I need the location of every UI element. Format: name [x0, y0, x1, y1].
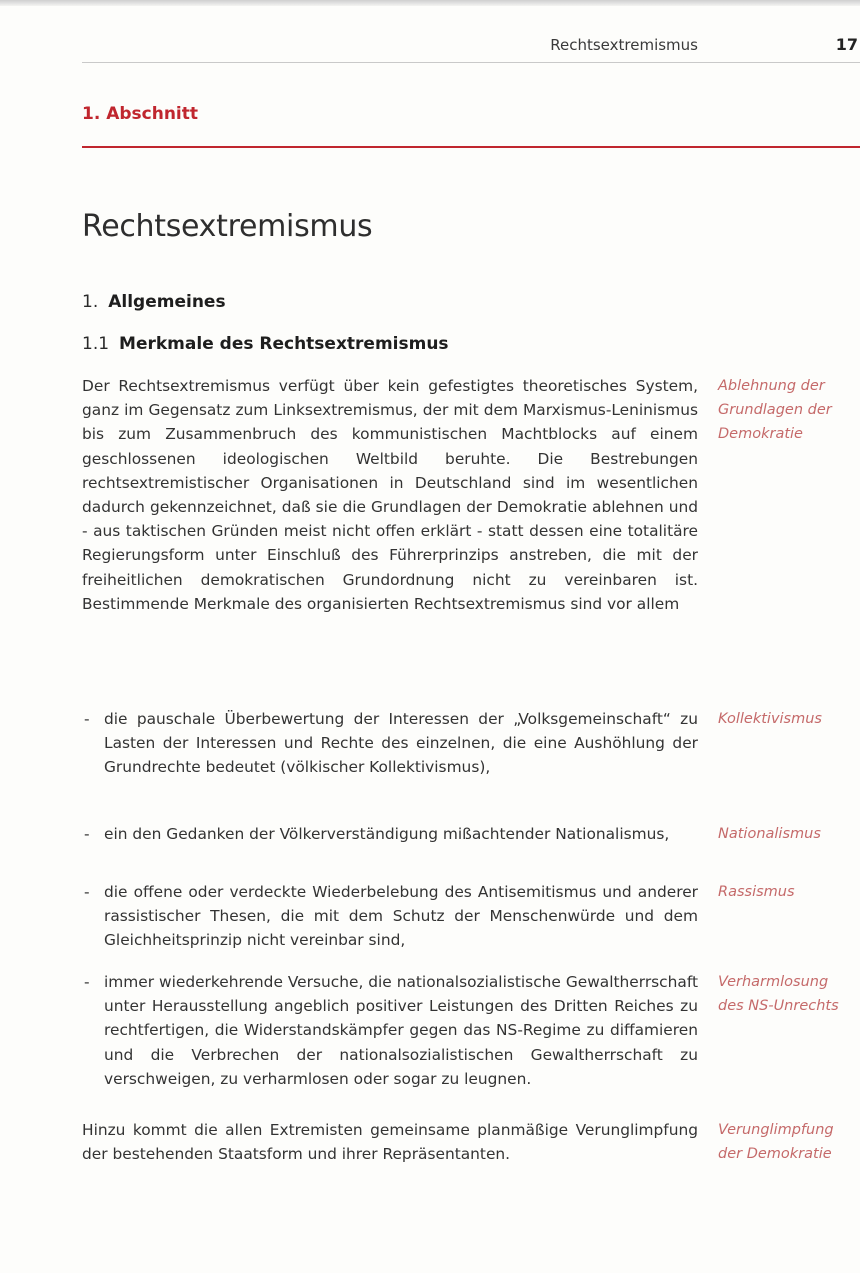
list-item — [82, 880, 698, 953]
list-dash: - — [84, 825, 90, 843]
list-dash: - — [84, 973, 90, 991]
list-item-text: die pauschale Überbewertung der Interessen der „Volksgemeinschaft“ zu Lasten der Interessen und Rechte des einzelnen, die eine Aushöhlung der Grundrechte bedeutet (völkischer Kollektivismus), — [104, 710, 698, 777]
list-item — [82, 707, 698, 780]
heading-level-2 — [82, 334, 449, 354]
heading-text: Merkmale des Rechtsextremismus — [119, 334, 449, 354]
feature-list-item-2 — [82, 822, 698, 846]
list-item-text: ein den Gedanken der Völkerverständigung mißachtender Nationalismus, — [104, 825, 670, 843]
margin-note: Verunglimpfung der Demokratie — [718, 1122, 834, 1162]
intro-paragraph: Der Rechtsextremismus verfügt über kein gefestigtes theoretisches System, ganz im Gegensatz zum Linksextremismus, der mit dem Marxismus-Leninismus bis zum Zusammenbruch des kommunistischen Machtblocks auf einem geschlossenen ideologischen Weltbild beruhte. Die Bestrebungen rechtsextremistischer Organisationen in Deutschland sind im wesentlichen dadurch gekennzeichnet, daß sie die Grundlagen der Demokratie ablehnen und - aus taktischen Gründen meist nicht offen erklärt - statt dessen eine totalitäre Regierungsform unter Einschluß des Führerprinzips anstreben, die mit der freiheitlichen demokratischen Grundordnung nicht zu vereinbaren ist. Bestimmende Merkmale des organisierten Rechtsextremismus sind vor allem — [82, 377, 698, 613]
section-label: 1. Abschnitt — [82, 104, 199, 124]
feature-list-item-3 — [82, 880, 698, 953]
list-dash: - — [84, 710, 90, 728]
list-item — [82, 970, 698, 1091]
page-top-edge — [0, 0, 860, 6]
feature-list-item-1 — [82, 707, 698, 780]
list-dash: - — [84, 883, 90, 901]
margin-note: Kollektivismus — [718, 711, 822, 727]
list-item-text: immer wiederkehrende Versuche, die nationalsozialistische Gewaltherrschaft unter Herausstellung angeblich positiver Leistungen des Dritten Reiches zu rechtfertigen, die Widerstandskämpfer gegen das NS-Regime zu diffamieren und die Verbrechen der nationalsozialistischen Gewaltherrschaft zu verschweigen, zu verharmlosen oder sogar zu leugnen. — [104, 973, 698, 1088]
list-item-text: die offene oder verdeckte Wiederbelebung des Antisemitismus und anderer rassistischer Thesen, die mit dem Schutz der Menschenwürde und dem Gleichheitsprinzip nicht vereinbar sind, — [104, 883, 698, 950]
heading-number: 1.1 — [82, 334, 110, 354]
heading-level-1 — [82, 292, 226, 312]
running-header — [82, 34, 860, 63]
section-rule — [82, 146, 860, 148]
margin-note: Ablehnung der Grundlagen der Demokratie — [718, 378, 832, 442]
page-number: 17 — [835, 35, 858, 54]
running-title: Rechtsextremismus — [550, 36, 698, 54]
chapter-title: Rechtsextremismus — [82, 209, 373, 244]
heading-number: 1. — [82, 292, 99, 312]
margin-note: Rassismus — [718, 884, 795, 900]
feature-list-item-4 — [82, 970, 698, 1091]
list-item — [82, 822, 698, 846]
heading-text: Allgemeines — [108, 292, 226, 312]
margin-note: Verharmlosung des NS-Unrechts — [718, 974, 839, 1014]
margin-note: Nationalismus — [718, 826, 821, 842]
closing-paragraph: Hinzu kommt die allen Extremisten gemeinsame planmäßige Verunglimpfung der bestehenden Staatsform und ihrer Repräsentanten. — [82, 1121, 698, 1164]
